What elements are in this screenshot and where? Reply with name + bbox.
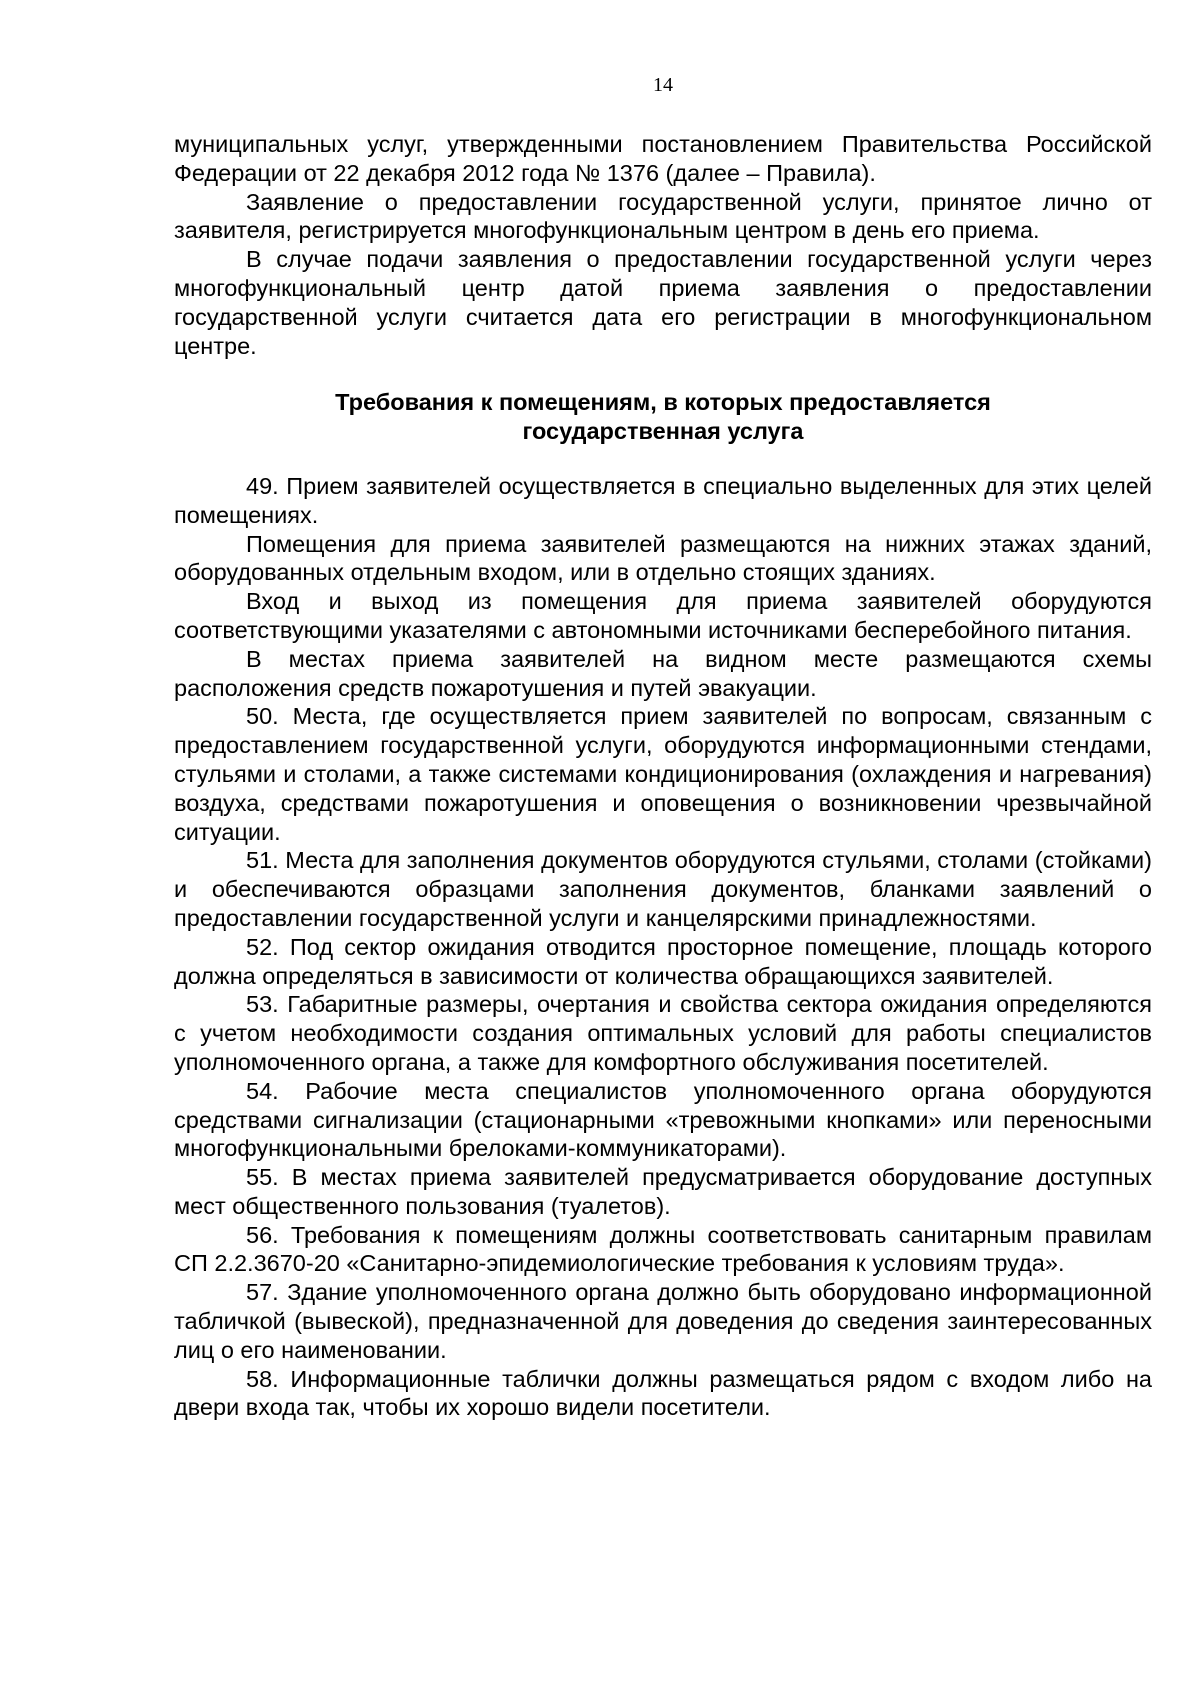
paragraph-56: 56. Требования к помещениям должны соответствовать санитарным правилам СП 2.2.3670-20 «Санитарно-эпидемиологические требования к условиям труда».	[174, 1221, 1152, 1277]
intro-paragraph-2: Заявление о предоставлении государственной услуги, принятое лично от заявителя, регистрируется многофункциональным центром в день его приема.	[174, 188, 1152, 244]
document-page	[174, 68, 1152, 1422]
paragraph-49-evacuation: В местах приема заявителей на видном месте размещаются схемы расположения средств пожаротушения и путей эвакуации.	[174, 645, 1152, 701]
paragraph-57: 57. Здание уполномоченного органа должно быть оборудовано информационной табличкой (вывеской), предназначенной для доведения до сведения заинтересованных лиц о его наименовании.	[174, 1279, 1152, 1363]
intro-paragraph-1: муниципальных услуг, утвержденными постановлением Правительства Российской Федерации от 22 декабря 2012 года № 1376 (далее – Правила).	[174, 131, 1152, 186]
paragraph-49: 49. Прием заявителей осуществляется в специально выделенных для этих целей помещениях.	[174, 472, 1152, 528]
paragraph-58: 58. Информационные таблички должны размещаться рядом с входом либо на двери входа так, чтобы их хорошо видели посетители.	[174, 1365, 1152, 1421]
intro-paragraph-3: В случае подачи заявления о предоставлении государственной услуги через многофункциональный центр датой приема заявления о предоставлении государственной услуги считается дата его регистрации в многофункциональном центре.	[174, 246, 1152, 359]
paragraph-51: 51. Места для заполнения документов оборудуются стульями, столами (стойками) и обеспечиваются образцами заполнения документов, бланками заявлений о предоставлении государственной услуги и канцелярскими принадлежностями.	[174, 847, 1152, 931]
page-number: 14	[653, 74, 673, 96]
paragraph-54: 54. Рабочие места специалистов уполномоченного органа оборудуются средствами сигнализации (стационарными «тревожными кнопками» или переносными многофункциональными брелоками-коммуникаторами).	[174, 1077, 1152, 1162]
paragraph-55: 55. В местах приема заявителей предусматривается оборудование доступных мест общественного пользования (туалетов).	[174, 1164, 1152, 1219]
paragraph-52: 52. Под сектор ожидания отводится просторное помещение, площадь которого должна определяться в зависимости от количества обращающихся заявителей.	[174, 933, 1152, 989]
section-heading: Требования к помещениям, в которых предоставляется государственная услуга	[335, 389, 991, 445]
paragraph-50: 50. Места, где осуществляется прием заявителей по вопросам, связанным с предоставлением государственной услуги, оборудуются информационными стендами, стульями и столами, а также системами кондиционирования (охлаждения и нагревания) воздуха, средствами пожаротушения и оповещения о возникновении чрезвычайной ситуации.	[174, 703, 1152, 845]
paragraph-49-entrance: Вход и выход из помещения для приема заявителей оборудуются соответствующими указателями с автономными источниками бесперебойного питания.	[174, 588, 1152, 643]
paragraph-53: 53. Габаритные размеры, очертания и свойства сектора ожидания определяются с учетом необходимости создания оптимальных условий для работы специалистов уполномоченного органа, а также для комфортного обслуживания посетителей.	[174, 991, 1152, 1075]
paragraph-49-rooms: Помещения для приема заявителей размещаются на нижних этажах зданий, оборудованных отдельным входом, или в отдельно стоящих зданиях.	[174, 530, 1152, 586]
